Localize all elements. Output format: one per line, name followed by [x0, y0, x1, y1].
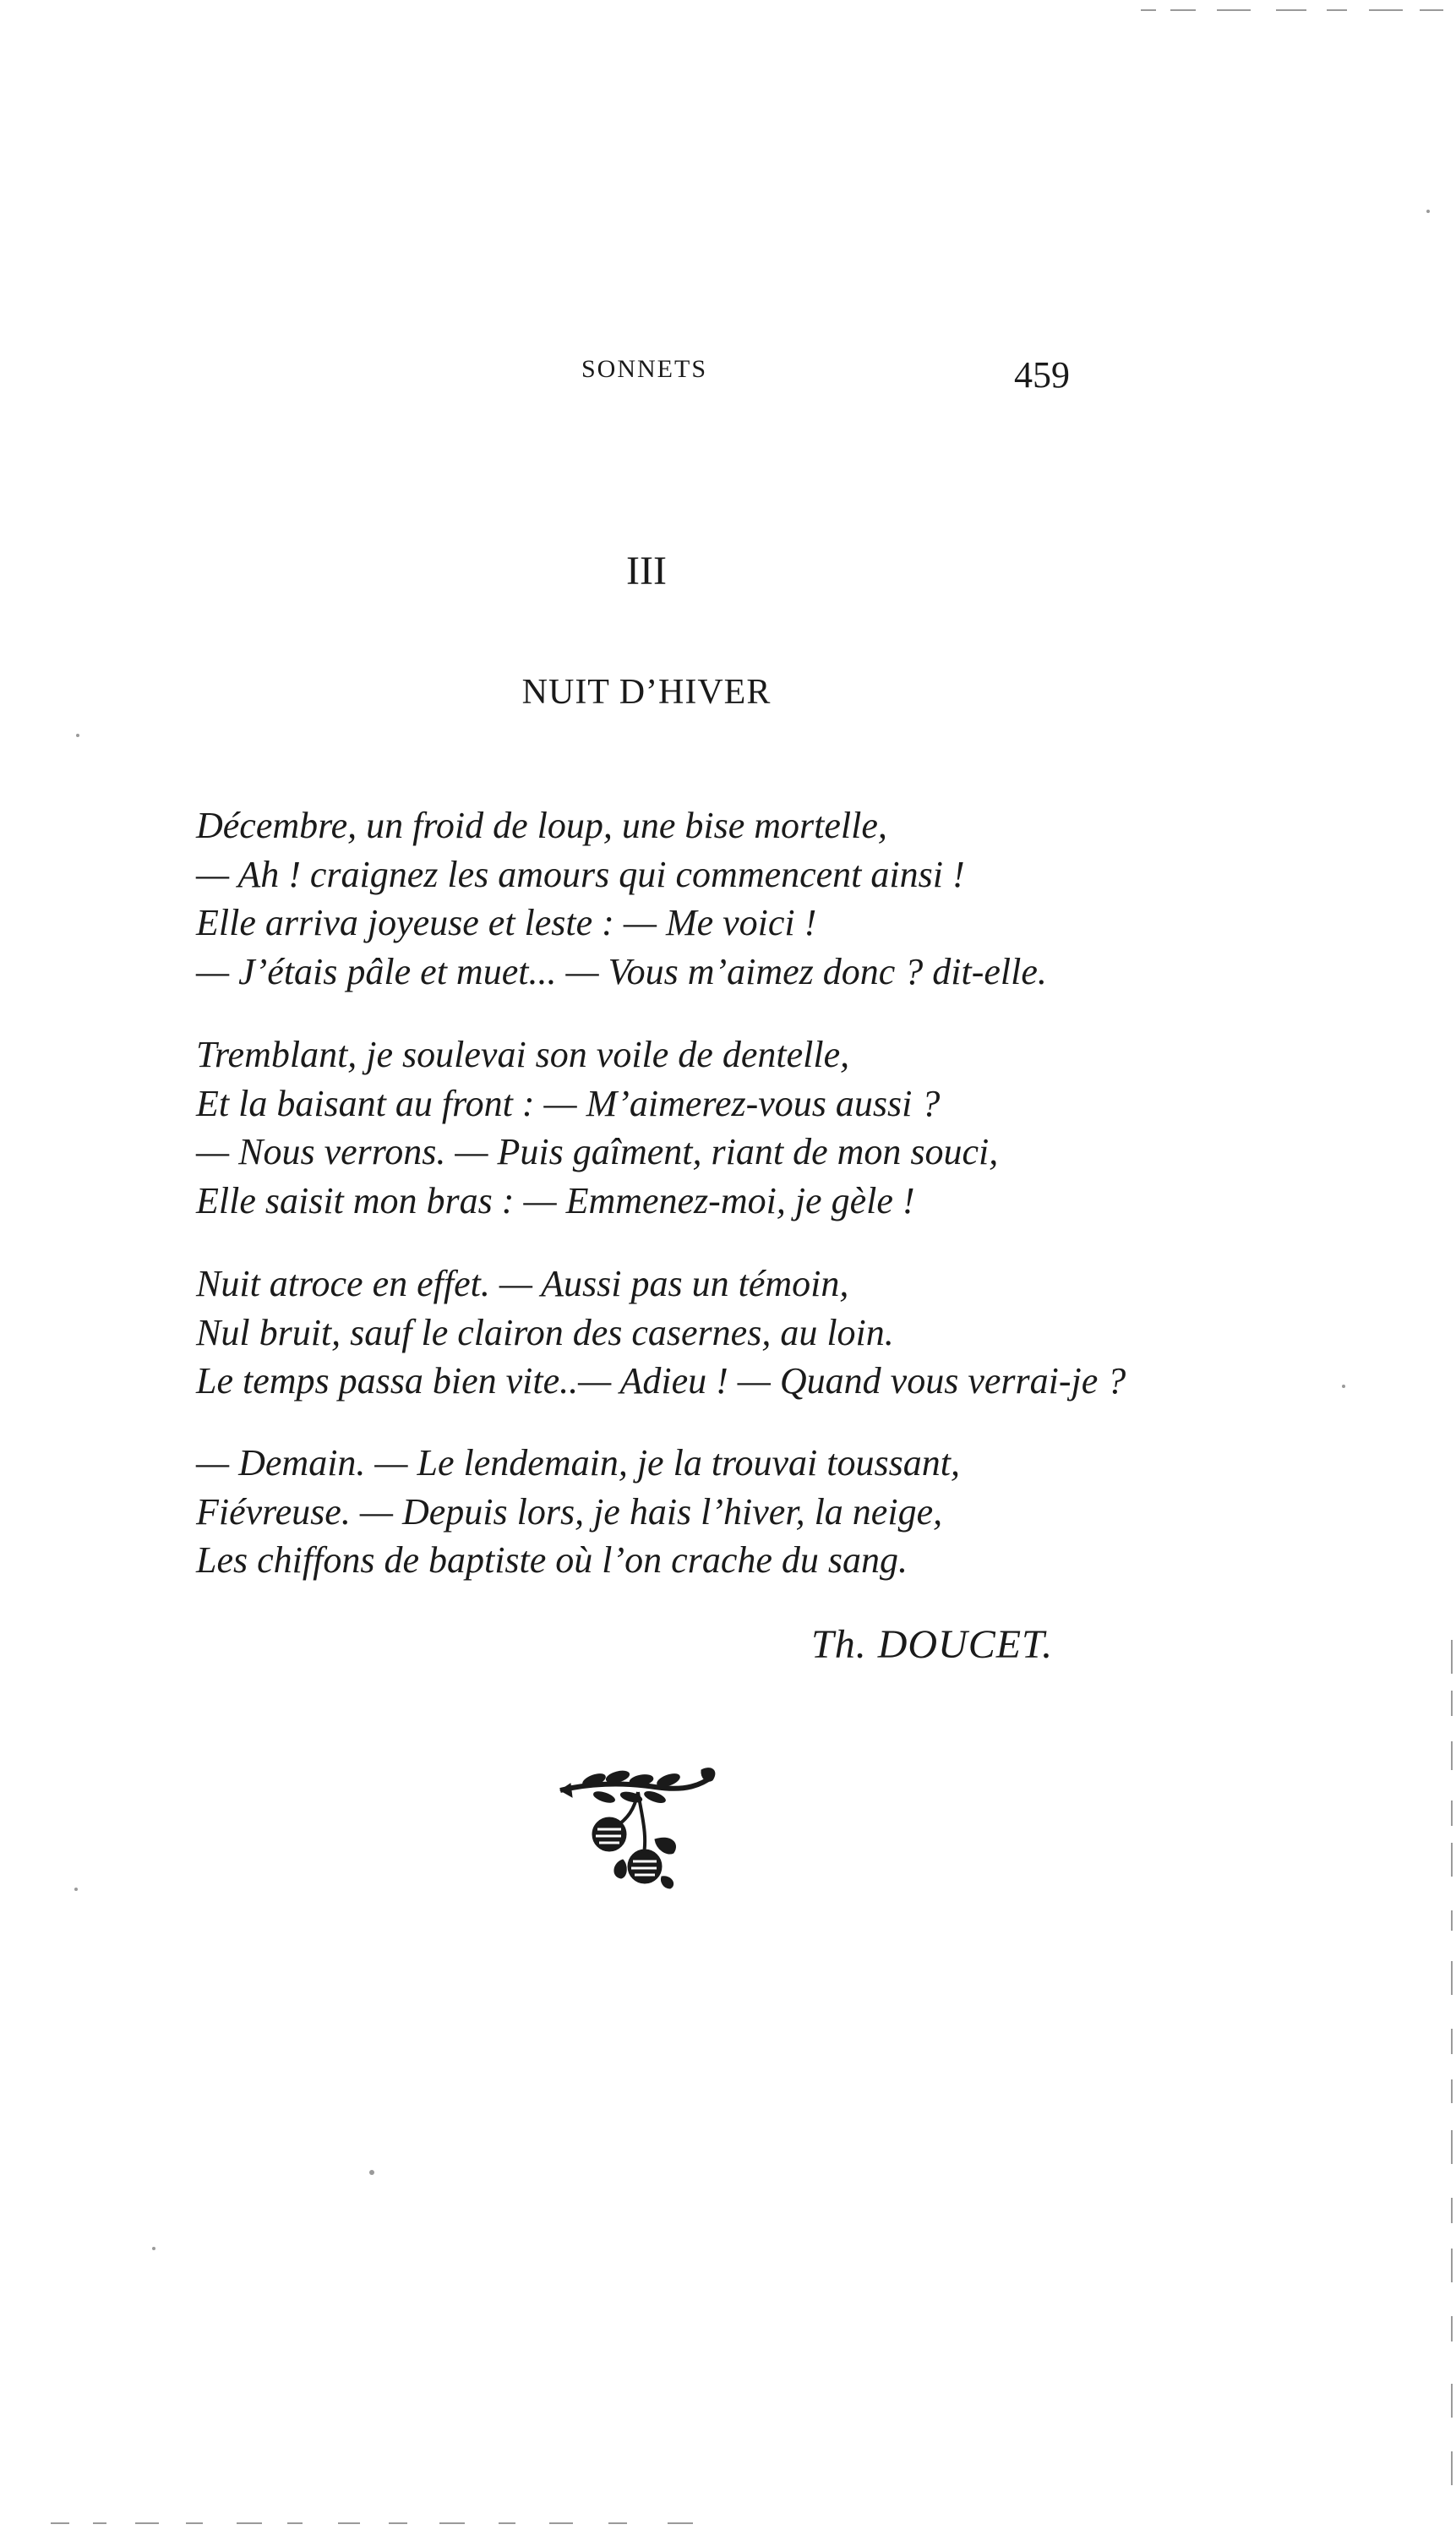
verse-line: Décembre, un froid de loup, une bise mortelle, [196, 805, 887, 846]
verse-line: Elle arriva joyeuse et leste : — Me voici ! [196, 902, 817, 943]
verse-line: — J’étais pâle et muet... — Vous m’aimez donc ? dit-elle. [196, 950, 1047, 992]
stanza-3 [196, 1260, 1193, 1406]
verse-line: — Nous verrons. — Puis gaîment, riant de mon souci, [196, 1131, 999, 1172]
author-signature: Th. DOUCET. [811, 1622, 1054, 1667]
verse-line: Elle saisit mon bras : — Emmenez-moi, je gèle ! [196, 1179, 915, 1221]
verse-line: Nul bruit, sauf le clairon des casernes, au loin. [196, 1311, 894, 1353]
stanza-1 [196, 801, 1193, 996]
sonnet-number: III [626, 549, 667, 593]
sonnet-title: NUIT D’HIVER [521, 673, 772, 712]
verse-line: Fiévreuse. — Depuis lors, je hais l’hiver, la neige, [196, 1490, 943, 1533]
verse-line: Tremblant, je soulevai son voile de dentelle, [196, 1034, 850, 1075]
stanza-2 [196, 1030, 1193, 1225]
verse-line: Les chiffons de baptiste où l’on crache du sang. [196, 1539, 908, 1581]
running-head: SONNETS [581, 355, 708, 383]
verse-line: — Ah ! craignez les amours qui commencent ainsi ! [196, 853, 965, 895]
verse-line: Nuit atroce en effet. — Aussi pas un témoin, [196, 1263, 849, 1304]
verse-line: Et la baisant au front : — M’aimerez-vous aussi ? [196, 1082, 941, 1124]
page-number: 459 [1014, 354, 1070, 396]
floral-tailpiece-icon [553, 1758, 723, 1893]
verse-line: Le temps passa bien vite..— Adieu ! — Quand vous verrai-je ? [196, 1360, 1126, 1402]
stanza-4 [196, 1439, 1193, 1585]
verse-line: — Demain. — Le lendemain, je la trouvai toussant, [196, 1442, 960, 1484]
